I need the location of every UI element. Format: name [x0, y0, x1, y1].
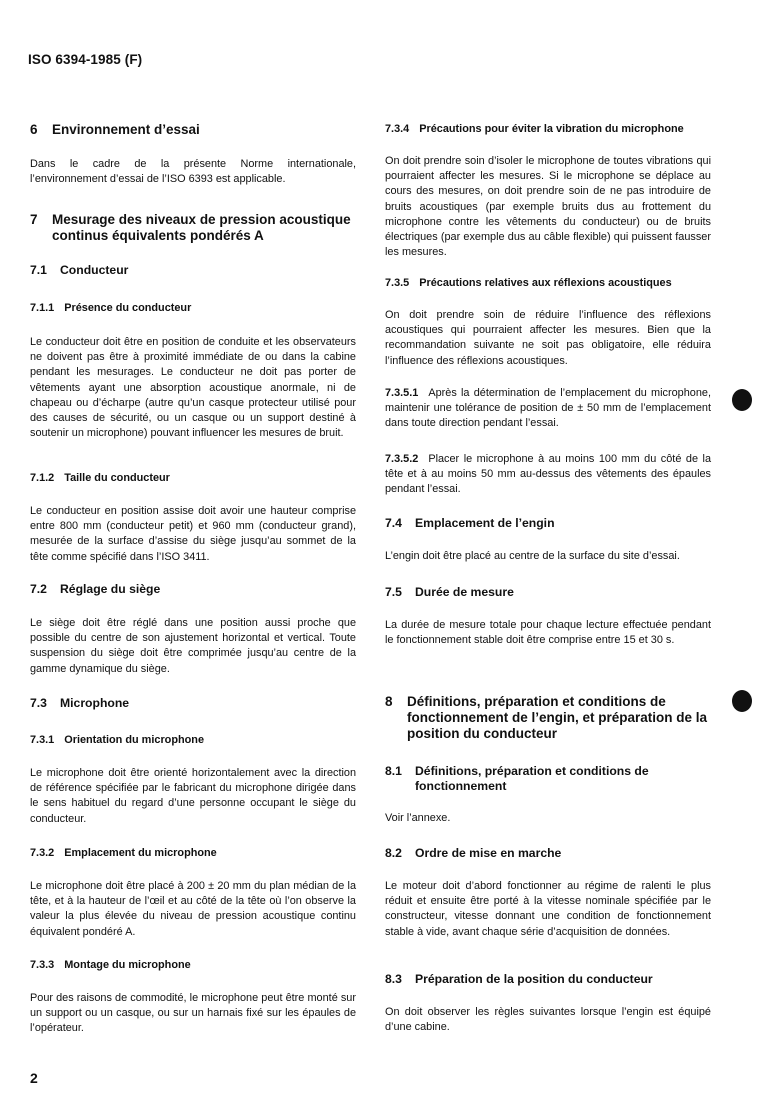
section-title: Conducteur — [60, 263, 129, 277]
section-heading — [385, 122, 711, 136]
section-body: On doit prendre soin de réduire l’influence des réflexions acoustiques qui pourraient affecter les mesures. Bien que la recommandation suivante ne soit pas obligatoire, elle réduira l’influence des réflexions acoustiques. — [385, 309, 711, 367]
section-number: 7.1.1 — [30, 302, 55, 314]
section-heading — [385, 764, 711, 794]
section-7-3-4 — [385, 122, 711, 260]
section-body: Dans le cadre de la présente Norme internationale, l’environnement d’essai de l’ISO 6393 est applicable. — [30, 158, 356, 186]
section-number: 7.3.5.1 — [385, 387, 419, 399]
section-number: 7.3.1 — [30, 734, 55, 746]
section-7-1-2 — [30, 471, 356, 565]
section-title: Présence du conducteur — [64, 302, 192, 314]
section-title: Précautions relatives aux réflexions acoustiques — [419, 277, 672, 289]
section-body: On doit prendre soin d’isoler le microphone de toutes vibrations qui pourraient affecter les mesures. Si le microphone se déplace au cours des mesures, on doit prendre soin de ne pas introduire de bruits acoustiques (par exemple bruits dus au frottement du microphone contre les vêtements du conducteur) ou de bruits électriques (par exemple dus au câble flexible) qui puissent fausser les mesures. — [385, 155, 711, 259]
section-number: 7.2 — [30, 582, 47, 596]
section-title: Taille du conducteur — [64, 472, 170, 484]
section-number: 7.3.5.2 — [385, 453, 419, 465]
section-7-3-5-2 — [385, 452, 711, 498]
section-8-2 — [385, 846, 711, 940]
section-number: 8 — [385, 694, 393, 709]
section-number: 7.4 — [385, 516, 402, 530]
section-title: Ordre de mise en marche — [415, 846, 562, 860]
section-body: Voir l’annexe. — [385, 812, 451, 824]
section-number: 8.2 — [385, 846, 402, 860]
section-7-3-2 — [30, 846, 356, 940]
section-body: Le siège doit être réglé dans une position aussi proche que possible du centre de son ajustement horizontal et vertical. Toute suspension du siège doit être comprimée jusqu’au centre de la gamme dynamique du siège. — [30, 617, 356, 675]
section-heading — [30, 301, 356, 315]
section-7 — [30, 212, 356, 244]
section-heading — [385, 516, 711, 531]
section-body: Le microphone doit être placé à 200 ± 20 mm du plan médian de la tête, et à la hauteur de l’œil et au côté de la tête où l’on observe la valeur la plus élevée du niveau de pression acoustique continu équivalent pondéré A. — [30, 880, 356, 938]
section-heading — [30, 582, 356, 597]
section-number: 8.1 — [385, 764, 402, 778]
section-body: On doit observer les règles suivantes lorsque l’engin est équipé d’une cabine. — [385, 1006, 711, 1034]
section-title: Définitions, préparation et conditions de fonctionnement de l’engin, et préparation de la position du conducteur — [407, 694, 708, 741]
section-title: Précautions pour éviter la vibration du microphone — [419, 123, 684, 135]
section-7-4 — [385, 516, 711, 564]
section-7-3-3 — [30, 958, 356, 1037]
section-number: 8.3 — [385, 972, 402, 986]
section-number: 7.1 — [30, 263, 47, 277]
section-7-1-1 — [30, 301, 356, 441]
section-title: Définitions, préparation et conditions de fonctionnement — [415, 764, 649, 793]
section-number: 7.3.5 — [385, 277, 410, 289]
section-body — [385, 452, 711, 498]
section-7-3 — [30, 696, 356, 711]
section-title: Microphone — [60, 696, 130, 710]
section-heading — [385, 585, 711, 600]
section-7-3-1 — [30, 733, 356, 827]
section-6 — [30, 122, 356, 187]
section-body: Le conducteur en position assise doit avoir une hauteur comprise entre 800 mm (conducteur petit) et 960 mm (conducteur grand), mesurée de la surface d’assise du siège jusqu’au sommet de la tête comme spécifié dans l’ISO 3411. — [30, 505, 356, 563]
section-heading — [30, 122, 356, 138]
section-7-5 — [385, 585, 711, 648]
section-number: 7.5 — [385, 585, 402, 599]
section-heading — [30, 471, 356, 485]
section-7-3-5-1 — [385, 386, 711, 432]
section-title: Environnement d’essai — [52, 122, 200, 137]
section-body: Le conducteur doit être en position de conduite et les observateurs ne doivent pas être à proximité immédiate de ou dans la cabine pendant les mesurages. Le conducteur ne doit pas porter de vêtements ayant une absorption acoustique anormale, ni de chapeau ou d’écharpe (autre qu’un casque protecteur utilisé pour des causes de sécurité, ou un casque ou un support destiné à soutenir un microphone) pouvant influencer les mesures de bruit. — [30, 336, 356, 440]
section-heading — [30, 733, 356, 747]
page-number: 2 — [30, 1070, 38, 1086]
section-body: La durée de mesure totale pour chaque lecture effectuée pendant le fonctionnement stable doit être comprise entre 15 et 30 s. — [385, 619, 711, 647]
section-heading — [385, 276, 711, 290]
section-title: Emplacement de l’engin — [415, 516, 555, 530]
section-title: Orientation du microphone — [64, 734, 204, 746]
section-title: Montage du microphone — [64, 959, 191, 971]
section-heading — [30, 696, 356, 711]
section-number: 7.3.2 — [30, 847, 55, 859]
section-title: Réglage du siège — [60, 582, 161, 596]
section-title: Emplacement du microphone — [64, 847, 217, 859]
section-heading — [30, 846, 356, 860]
section-number: 7.3.3 — [30, 959, 55, 971]
section-7-1 — [30, 263, 356, 278]
section-heading — [385, 846, 711, 861]
section-title: Mesurage des niveaux de pression acoustique continus équivalents pondérés A — [52, 212, 351, 243]
section-8 — [385, 694, 711, 742]
section-8-3 — [385, 972, 711, 1035]
margin-bullet-icon — [732, 690, 752, 712]
section-title: Préparation de la position du conducteur — [415, 972, 653, 986]
section-number: 7 — [30, 212, 38, 227]
section-body: Pour des raisons de commodité, le microphone peut être monté sur un support ou un casque, ou sur un harnais fixé sur les épaules de l’opérateur. — [30, 992, 356, 1035]
section-heading — [30, 263, 356, 278]
section-title: Durée de mesure — [415, 585, 514, 599]
section-body — [385, 386, 711, 432]
margin-bullet-icon — [732, 389, 752, 411]
section-heading — [30, 212, 356, 244]
section-7-2 — [30, 582, 356, 677]
section-number: 7.3.4 — [385, 123, 410, 135]
section-text: Après la détermination de l’emplacement du microphone, maintenir une tolérance de position de ± 50 mm de l’emplacement dans toute direction pendant l’essai. — [385, 387, 711, 430]
section-heading — [30, 958, 356, 972]
section-body: L’engin doit être placé au centre de la surface du site d’essai. — [385, 550, 680, 562]
section-heading — [385, 972, 711, 987]
section-number: 6 — [30, 122, 38, 137]
section-heading — [385, 694, 711, 742]
section-7-3-5 — [385, 276, 711, 369]
section-number: 7.1.2 — [30, 472, 55, 484]
section-body: Le microphone doit être orienté horizontalement avec la direction de référence spécifiée par le fabricant du microphone dirigée dans le sens habituel du regard d’une personne occupant le siège du conducteur. — [30, 767, 356, 825]
section-8-1 — [385, 764, 711, 826]
section-text: Placer le microphone à au moins 100 mm du côté de la tête et à au moins 50 mm au-dessus des vêtements des épaules pendant l’essai. — [385, 453, 711, 496]
running-head: ISO 6394-1985 (F) — [28, 52, 143, 67]
section-body: Le moteur doit d’abord fonctionner au régime de ralenti le plus réduit et ensuite être porté à la vitesse nominale spécifiée par le constructeur, vitesse donnant une condition de fonctionnement stable à vide, avant chaque série d’acquisition de données. — [385, 880, 711, 938]
section-number: 7.3 — [30, 696, 47, 710]
